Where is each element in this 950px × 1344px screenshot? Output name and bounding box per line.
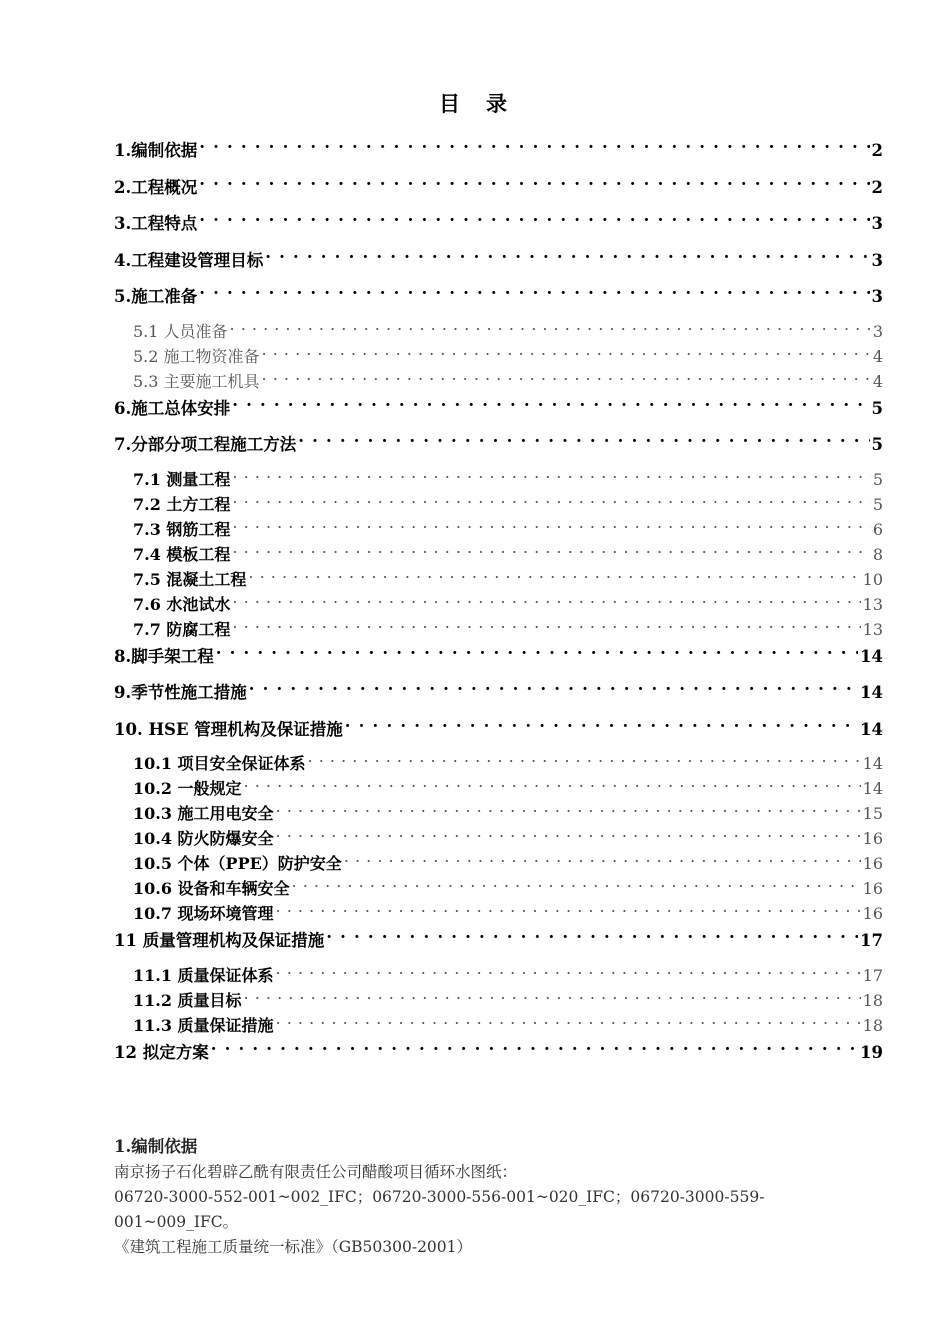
toc-entry[interactable] bbox=[114, 1038, 883, 1075]
toc-leader-dots bbox=[232, 494, 870, 510]
toc-leader-dots bbox=[232, 397, 869, 414]
section-heading: 1.编制依据 bbox=[114, 1137, 198, 1156]
toc-leader-dots bbox=[199, 140, 869, 157]
toc-leader-dots bbox=[199, 286, 869, 303]
toc-entry-page: 16 bbox=[862, 829, 883, 848]
toc-leader-dots bbox=[292, 878, 861, 894]
toc-entry-title: 10.7 现场环境管理 bbox=[133, 904, 274, 923]
toc-entry-page: 13 bbox=[862, 619, 883, 639]
toc-entry-page: 5 bbox=[871, 398, 883, 418]
toc-entry[interactable] bbox=[114, 592, 883, 617]
toc-entry-title: 10.5 个体（PPE）防护安全 bbox=[133, 854, 342, 873]
toc-entry-page: 13 bbox=[862, 594, 883, 614]
toc-leader-dots bbox=[232, 469, 870, 485]
toc-entry-page: 14 bbox=[862, 754, 883, 773]
toc-entry-title: 7.4 模板工程 bbox=[133, 544, 231, 564]
toc-entry-page: 3 bbox=[871, 287, 883, 306]
toc-entry[interactable] bbox=[114, 492, 883, 517]
toc-leader-dots bbox=[262, 371, 871, 387]
toc-entry-page: 19 bbox=[860, 1042, 883, 1062]
toc-entry-title: 12 拟定方案 bbox=[114, 1042, 209, 1062]
toc-entry-page: 16 bbox=[862, 904, 883, 923]
toc-entry-title: 5.2 施工物资准备 bbox=[133, 346, 260, 366]
toc-entry-title: 3.工程特点 bbox=[114, 214, 198, 233]
toc-entry-title: 7.2 土方工程 bbox=[133, 494, 231, 514]
toc-entry-title: 10.4 防火防爆安全 bbox=[133, 829, 274, 848]
toc-leader-dots bbox=[232, 544, 870, 560]
toc-entry[interactable] bbox=[114, 209, 883, 246]
toc-entry-title: 11.3 质量保证措施 bbox=[133, 1015, 274, 1035]
toc-entry[interactable] bbox=[114, 801, 883, 826]
toc-leader-dots bbox=[199, 213, 869, 230]
toc-entry[interactable] bbox=[114, 751, 883, 776]
toc-leader-dots bbox=[298, 434, 869, 451]
toc-entry-page: 14 bbox=[860, 683, 883, 702]
toc-entry[interactable] bbox=[114, 517, 883, 542]
toc-entry[interactable] bbox=[114, 542, 883, 567]
toc-entry-page: 3 bbox=[872, 321, 883, 341]
toc-entry[interactable] bbox=[114, 715, 883, 752]
toc-entry-page: 16 bbox=[862, 879, 883, 898]
toc-entry[interactable] bbox=[114, 963, 883, 988]
toc-entry-page: 18 bbox=[862, 990, 883, 1010]
toc-entry[interactable] bbox=[114, 678, 883, 715]
toc-entry-title: 10. HSE 管理机构及保证措施 bbox=[114, 719, 343, 739]
toc-entry[interactable] bbox=[114, 319, 883, 344]
toc-entry-page: 16 bbox=[862, 854, 883, 873]
toc-entry-page: 2 bbox=[871, 141, 883, 160]
toc-entry[interactable] bbox=[114, 1013, 883, 1038]
toc-entry-title: 1.编制依据 bbox=[114, 141, 198, 160]
toc-entry[interactable] bbox=[114, 246, 883, 283]
toc-entry-title: 11.1 质量保证体系 bbox=[133, 965, 274, 985]
toc-leader-dots bbox=[216, 645, 858, 662]
toc-leader-dots bbox=[244, 990, 861, 1006]
toc-entry[interactable] bbox=[114, 136, 883, 173]
toc-entry[interactable] bbox=[114, 567, 883, 592]
toc-leader-dots bbox=[199, 176, 869, 193]
toc-entry-page: 4 bbox=[872, 371, 883, 391]
toc-entry-title: 4.工程建设管理目标 bbox=[114, 250, 264, 270]
section-line-1: 南京扬子石化碧辟乙酰有限责任公司醋酸项目循环水图纸： bbox=[114, 1163, 518, 1181]
toc-entry-title: 10.2 一般规定 bbox=[133, 779, 242, 798]
toc-entry-title: 2.工程概况 bbox=[114, 177, 198, 197]
toc-entry[interactable] bbox=[114, 617, 883, 642]
toc-entry-page: 3 bbox=[871, 250, 883, 270]
toc-leader-dots bbox=[244, 778, 861, 794]
toc-leader-dots bbox=[276, 965, 861, 981]
toc-title-char-2: 录 bbox=[486, 91, 511, 116]
toc-entry-page: 5 bbox=[872, 469, 883, 489]
toc-leader-dots bbox=[232, 594, 860, 610]
toc-entry[interactable] bbox=[114, 173, 883, 210]
toc-entry-page: 10 bbox=[862, 569, 883, 589]
toc-entry-title: 9.季节性施工措施 bbox=[114, 683, 247, 702]
section-line-3: 001~009_IFC。 bbox=[114, 1213, 239, 1231]
section-line-2: 06720-3000-552-001~002_IFC；06720-3000-556-001~020_IFC；06720-3000-559- bbox=[114, 1188, 765, 1206]
toc-title-char-1: 目 bbox=[439, 91, 464, 116]
toc-entry-page: 6 bbox=[872, 519, 883, 539]
toc-entry-page: 2 bbox=[871, 177, 883, 197]
toc-entry-page: 18 bbox=[862, 1015, 883, 1035]
toc-entry-page: 15 bbox=[862, 804, 883, 823]
toc-leader-dots bbox=[262, 346, 871, 362]
toc-leader-dots bbox=[276, 903, 861, 919]
toc-leader-dots bbox=[276, 828, 861, 844]
toc-entry[interactable] bbox=[114, 988, 883, 1013]
toc-entry[interactable] bbox=[114, 369, 883, 394]
toc-entry[interactable] bbox=[114, 642, 883, 679]
toc-leader-dots bbox=[248, 569, 860, 585]
toc-entry-title: 11 质量管理机构及保证措施 bbox=[114, 931, 325, 950]
section-1 bbox=[114, 1134, 874, 1260]
toc-leader-dots bbox=[345, 718, 858, 735]
toc-leader-dots bbox=[276, 1015, 861, 1031]
toc-entry-title: 5.施工准备 bbox=[114, 287, 198, 306]
toc-entry[interactable] bbox=[114, 901, 883, 926]
toc-entry-title: 7.3 钢筋工程 bbox=[133, 519, 231, 539]
toc-leader-dots bbox=[230, 321, 871, 337]
toc-entry[interactable] bbox=[114, 926, 883, 963]
toc-entry-title: 5.3 主要施工机具 bbox=[133, 371, 260, 391]
toc-entry-page: 14 bbox=[862, 779, 883, 798]
toc-entry-title: 8.脚手架工程 bbox=[114, 646, 214, 666]
toc-leader-dots bbox=[265, 249, 869, 266]
toc-leader-dots bbox=[249, 682, 858, 699]
toc-entry-title: 7.6 水池试水 bbox=[133, 594, 231, 614]
toc-entry-title: 11.2 质量目标 bbox=[133, 990, 242, 1010]
toc-entry-title: 7.1 测量工程 bbox=[133, 469, 231, 489]
toc-leader-dots bbox=[211, 1041, 858, 1058]
toc-entry[interactable] bbox=[114, 826, 883, 851]
toc-leader-dots bbox=[308, 753, 861, 769]
toc-entry-title: 10.6 设备和车辆安全 bbox=[133, 879, 290, 898]
toc-entry-page: 14 bbox=[860, 646, 883, 666]
toc-entry[interactable] bbox=[114, 430, 883, 467]
toc-entry-title: 6.施工总体安排 bbox=[114, 398, 231, 418]
toc-entry-title: 10.1 项目安全保证体系 bbox=[133, 754, 306, 773]
toc-entry[interactable] bbox=[114, 876, 883, 901]
toc-entry-title: 7.7 防腐工程 bbox=[133, 619, 231, 639]
toc-leader-dots bbox=[232, 519, 870, 535]
toc-leader-dots bbox=[276, 803, 861, 819]
toc-entry-page: 17 bbox=[860, 931, 883, 950]
toc-title bbox=[0, 88, 950, 118]
toc-entry[interactable] bbox=[114, 282, 883, 319]
toc-entry-page: 14 bbox=[860, 719, 883, 739]
toc-entry-page: 17 bbox=[862, 965, 883, 985]
toc-entry[interactable] bbox=[114, 344, 883, 369]
toc-leader-dots bbox=[232, 619, 860, 635]
toc-entry-title: 7.分部分项工程施工方法 bbox=[114, 435, 297, 454]
toc-entry-title: 10.3 施工用电安全 bbox=[133, 804, 274, 823]
toc-entry-title: 7.5 混凝土工程 bbox=[133, 569, 247, 589]
toc-entry-page: 4 bbox=[872, 346, 883, 366]
toc-entry-page: 8 bbox=[872, 544, 883, 564]
toc-entry[interactable] bbox=[114, 851, 883, 876]
toc-entry[interactable] bbox=[114, 394, 883, 431]
toc-entry-title: 5.1 人员准备 bbox=[133, 321, 228, 341]
toc-entry-page: 3 bbox=[871, 214, 883, 233]
toc-entry-page: 5 bbox=[871, 435, 883, 454]
toc-entry[interactable] bbox=[114, 467, 883, 492]
toc-leader-dots bbox=[344, 853, 861, 869]
toc-entry[interactable] bbox=[114, 776, 883, 801]
toc-leader-dots bbox=[326, 930, 858, 947]
section-line-4: 《建筑工程施工质量统一标准》（GB50300-2001） bbox=[114, 1238, 473, 1256]
toc-entry-page: 5 bbox=[872, 494, 883, 514]
table-of-contents bbox=[114, 136, 883, 1074]
